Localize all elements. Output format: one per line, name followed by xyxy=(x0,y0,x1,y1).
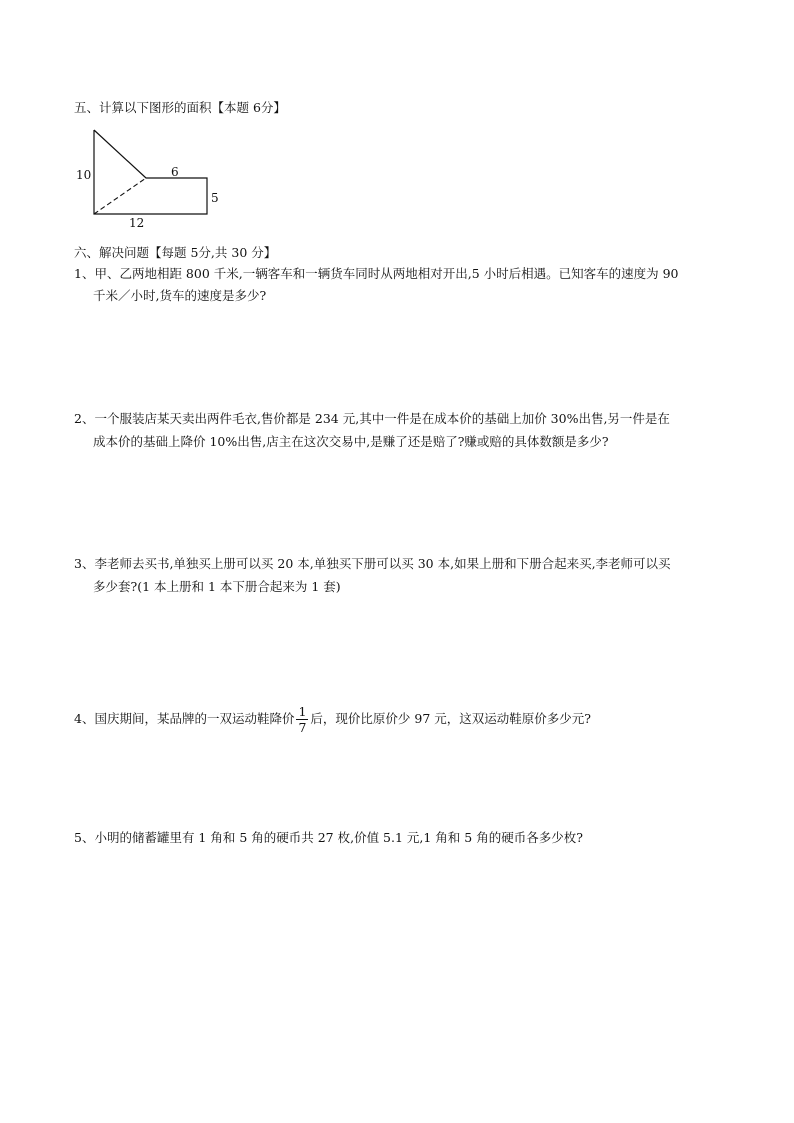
question-2-line-1: 2、一个服装店某天卖出两件毛衣,售价都是 234 元,其中一件是在成本价的基础上加价 30%出售,另一件是在 xyxy=(74,411,670,426)
question-1-line-1: 1、甲、乙两地相距 800 千米,一辆客车和一辆货车同时从两地相对开出,5 小时后相遇。已知客车的速度为 90 xyxy=(74,266,679,281)
section-5-title: 五、计算以下图形的面积【本题 6分】 xyxy=(74,100,286,115)
question-3-line-1: 3、李老师去买书,单独买上册可以买 20 本,单独买下册可以买 30 本,如果上册和下册合起来买,李老师可以买 xyxy=(74,556,671,571)
question-1-line-2: 千米／小时,货车的速度是多少? xyxy=(93,288,267,303)
composite-shape-figure xyxy=(70,124,230,234)
dashed-diagonal xyxy=(94,178,146,214)
question-4-text-after: 后，现价比原价少 97 元，这双运动鞋原价多少元? xyxy=(310,711,591,726)
label-height-10: 10 xyxy=(76,168,92,182)
label-bottom-12: 12 xyxy=(129,216,145,230)
fraction-denominator: 7 xyxy=(298,720,307,735)
shape-outline xyxy=(94,130,207,214)
question-5: 5、小明的储蓄罐里有 1 角和 5 角的硬币共 27 枚,价值 5.1 元,1 角和 5 角的硬币各多少枚? xyxy=(74,830,583,845)
question-4 xyxy=(74,704,591,735)
label-top-6: 6 xyxy=(171,165,179,179)
fraction-numerator: 1 xyxy=(298,704,307,719)
section-6-title: 六、解决问题【每题 5分,共 30 分】 xyxy=(74,245,277,260)
composite-shape-drawing xyxy=(70,124,230,234)
fraction-one-seventh xyxy=(296,704,308,735)
label-right-5: 5 xyxy=(211,191,219,205)
question-4-text-before: 4、国庆期间，某品牌的一双运动鞋降价 xyxy=(74,711,295,726)
question-3-line-2: 多少套?(1 本上册和 1 本下册合起来为 1 套) xyxy=(93,579,341,594)
question-2-line-2: 成本价的基础上降价 10%出售,店主在这次交易中,是赚了还是赔了?赚或赔的具体数额是多少? xyxy=(93,434,609,449)
